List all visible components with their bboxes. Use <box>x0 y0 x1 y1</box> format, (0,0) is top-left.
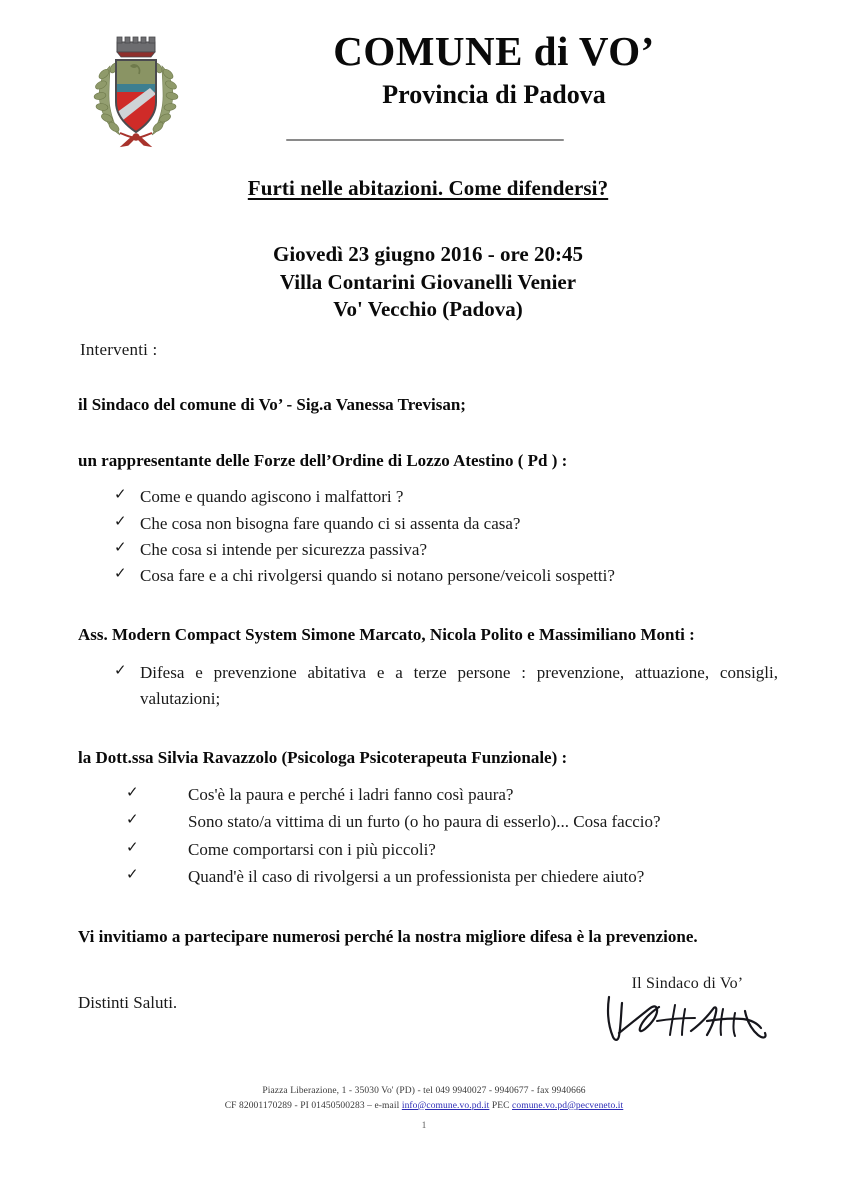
list-item <box>78 863 778 891</box>
list-item-label: Come e quando agiscono i malfattori ? <box>140 487 404 507</box>
speaker-name-psychologist: la Dott.ssa Silvia Ravazzolo (Psicologa Psicoterapeuta Funzionale) : <box>78 747 568 767</box>
list-item-label: Sono stato/a vittima di un furto (o ho paura di esserlo)... Cosa faccio? <box>188 812 661 832</box>
list-item <box>78 808 778 836</box>
footer-contact-line <box>0 1099 848 1114</box>
pec-link[interactable]: comune.vo.pd@pecveneto.it <box>512 1100 624 1111</box>
document-footer <box>0 1084 848 1130</box>
footer-address-line: Piazza Liberazione, 1 - 35030 Vo' (PD) - tel 049 9940027 - 9940677 - fax 9940666 <box>262 1086 586 1096</box>
closing-paragraph: Vi invitiamo a partecipare numerosi perché la nostra migliore difesa è la prevenzione. <box>78 926 698 946</box>
event-details <box>78 241 778 324</box>
header-divider <box>286 139 564 141</box>
list-item <box>78 537 778 563</box>
speaker-name-police: un rappresentante delle Forze dell’Ordine di Lozzo Atestino ( Pd ) : <box>78 451 568 471</box>
check-icon: ✓ <box>126 867 139 884</box>
document-header <box>0 24 848 144</box>
speaker-name-modern-compact-system: Ass. Modern Compact System Simone Marcato, Nicola Polito e Massimiliano Monti : <box>78 624 695 644</box>
check-icon: ✓ <box>114 487 127 504</box>
signature-block <box>595 975 780 1049</box>
list-item-label: Che cosa non bisogna fare quando ci si assenta da casa? <box>140 513 521 533</box>
check-icon: ✓ <box>114 540 127 557</box>
list-item <box>78 511 778 537</box>
signature-icon <box>595 991 780 1049</box>
check-icon: ✓ <box>126 839 139 856</box>
list-item-label: Quand'è il caso di rivolgersi a un professionista per chiedere aiuto? <box>188 867 645 887</box>
footer-pec-label: PEC <box>489 1100 513 1111</box>
signature-title: Il Sindaco di Vo’ <box>631 975 744 992</box>
topic-list-psychologist <box>78 781 778 891</box>
event-location: Vo' Vecchio (Padova) <box>333 297 523 322</box>
check-icon: ✓ <box>126 784 139 801</box>
event-date-time: Giovedì 23 giugno 2016 - ore 20:45 <box>273 242 583 266</box>
page-title: COMUNE di VO’ <box>333 28 655 74</box>
list-item-label: Che cosa si intende per sicurezza passiva? <box>140 540 427 560</box>
list-item <box>78 660 778 713</box>
list-item <box>78 781 778 809</box>
page-subtitle: Provincia di Padova <box>382 80 606 110</box>
topic-list-police <box>78 484 778 589</box>
list-item-label: Cosa fare e a chi rivolgersi quando si notano persone/veicoli sospetti? <box>140 566 615 586</box>
speaker-name-mayor: il Sindaco del comune di Vo’ - Sig.a Vanessa Trevisan; <box>78 395 466 415</box>
list-item-label: Come comportarsi con i più piccoli? <box>188 839 436 859</box>
list-item <box>78 563 778 589</box>
list-item <box>78 836 778 864</box>
footer-fiscal-codes: CF 82001170289 - PI 01450500283 – e-mail <box>224 1100 402 1111</box>
email-link[interactable]: info@comune.vo.pd.it <box>401 1100 490 1111</box>
page-number: 1 <box>421 1120 427 1131</box>
interventi-label: Interventi : <box>80 340 158 360</box>
header-titles <box>200 30 788 111</box>
list-item-label: Difesa e prevenzione abitativa e a terze persone : prevenzione, attuazione, consigli, valutazioni; <box>140 662 778 709</box>
regards-text: Distinti Saluti. <box>78 992 178 1012</box>
document-title: Furti nelle abitazioni. Come difendersi? <box>247 176 609 200</box>
check-icon: ✓ <box>126 812 139 829</box>
check-icon: ✓ <box>114 513 127 530</box>
list-item-label: Cos'è la paura e perché i ladri fanno così paura? <box>188 784 514 804</box>
event-venue: Villa Contarini Giovanelli Venier <box>279 269 577 294</box>
document-body <box>78 168 778 1013</box>
coat-of-arms-icon <box>84 32 188 154</box>
list-item <box>78 484 778 510</box>
check-icon: ✓ <box>114 662 127 679</box>
check-icon: ✓ <box>114 566 127 583</box>
